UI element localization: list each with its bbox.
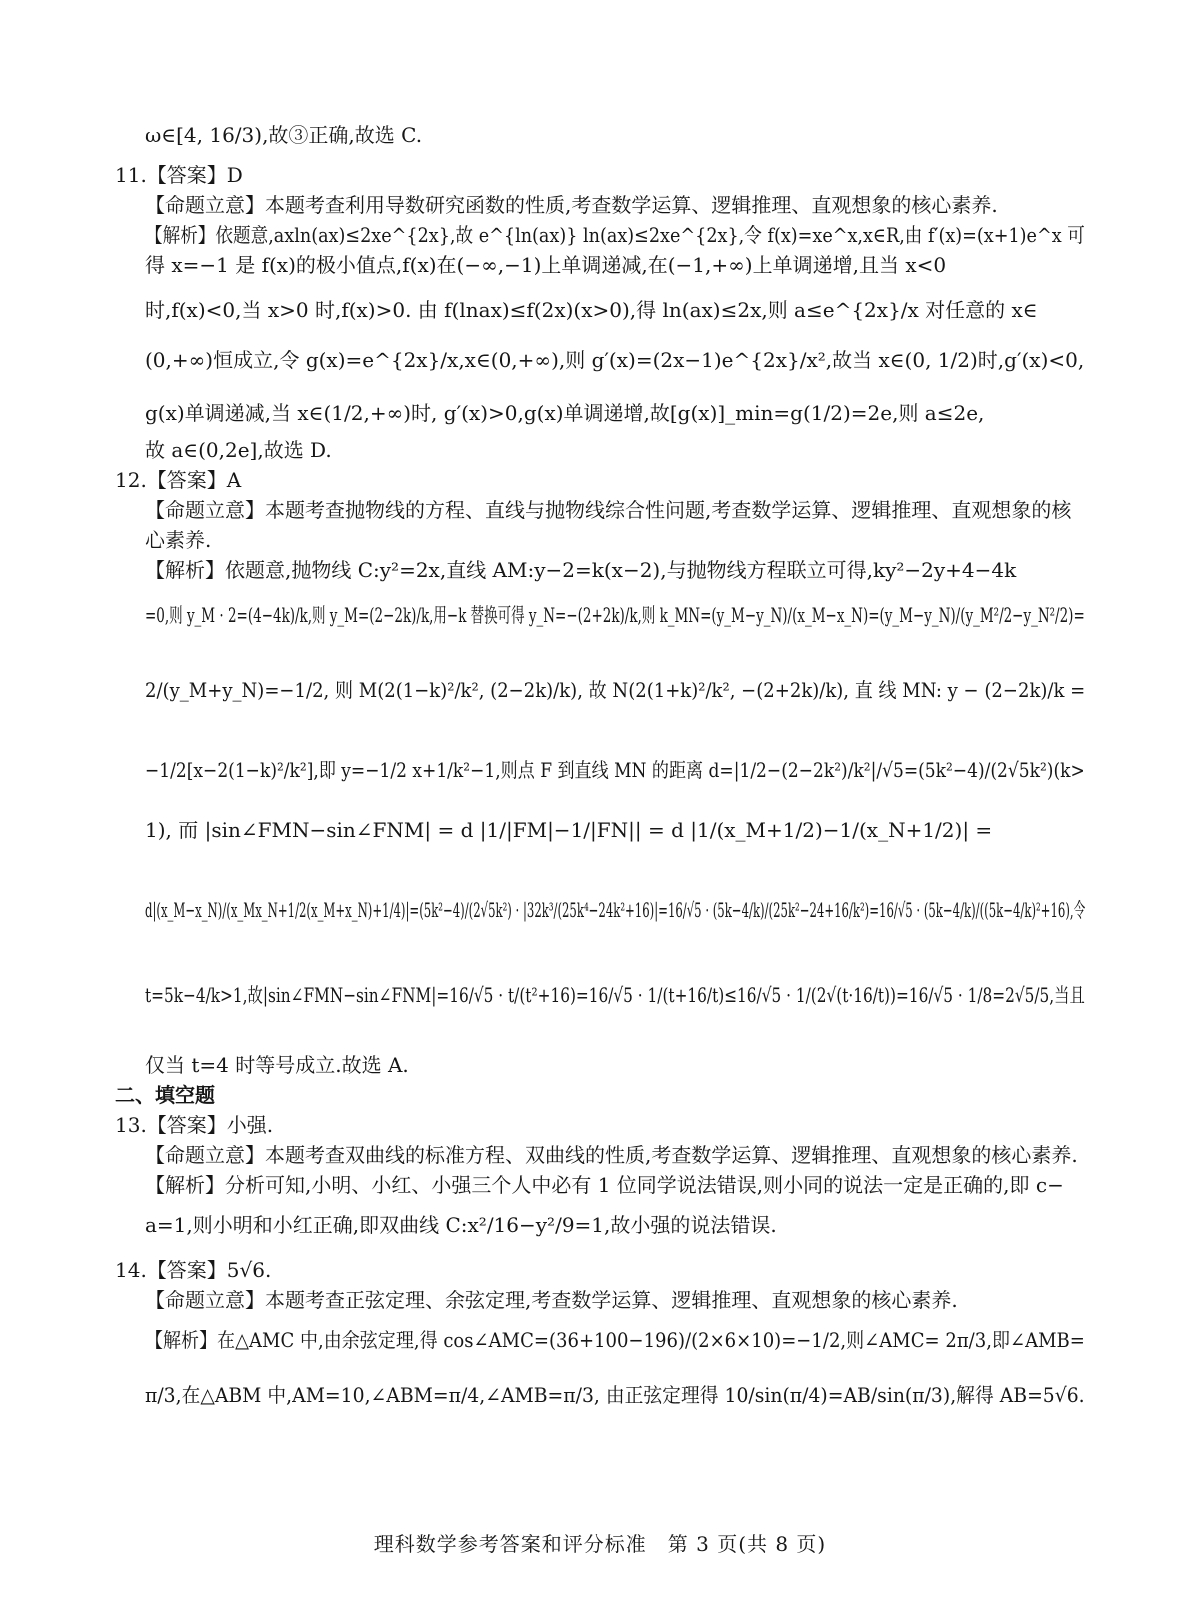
- text-line: t=5k−4/k>1,故|sin∠FMN−sin∠FNM|=16/√5 · t/(t²+16)=16/√5 · 1/(t+16/t)≤16/√5 · 1/(2√(t·16/t))=16/√5 · 1/8=2√5/5,当且: [145, 983, 1085, 1007]
- answer-heading: 13.【答案】小强.: [115, 1113, 274, 1137]
- text-line: a=1,则小明和小红正确,即双曲线 C:x²/16−y²/9=1,故小强的说法错误.: [145, 1213, 777, 1237]
- text-line: 【命题立意】本题考查双曲线的标准方程、双曲线的性质,考查数学运算、逻辑推理、直观想象的核心素养.: [145, 1143, 1078, 1167]
- text-line: =0,则 y_M · 2=(4−4k)/k,则 y_M=(2−2k)/k,用−k 替换可得 y_N=−(2+2k)/k,则 k_MN=(y_M−y_N)/(x_M−x_N)=(y_M−y_N)/(y_M²/2−y_N²/2)=: [145, 603, 1085, 627]
- text-line: 心素养.: [145, 528, 212, 552]
- text-line: 仅当 t=4 时等号成立.故选 A.: [145, 1053, 409, 1077]
- text-line: 【解析】依题意,axln(ax)≤2xe^{2x},故 e^{ln(ax)} ln(ax)≤2xe^{2x},令 f(x)=xe^x,x∈R,由 f′(x)=(x+1)e^x 可: [145, 223, 1085, 247]
- answer-heading: 12.【答案】A: [115, 468, 242, 492]
- text-line: g(x)单调递减,当 x∈(1/2,+∞)时, g′(x)>0,g(x)单调递增,故[g(x)]_min=g(1/2)=2e,则 a≤2e,: [145, 401, 985, 425]
- text-line: 故 a∈(0,2e],故选 D.: [145, 438, 332, 462]
- answer-heading: 14.【答案】5√6.: [115, 1258, 272, 1282]
- section-heading: 二、填空题: [115, 1083, 215, 1107]
- text-line: 【解析】分析可知,小明、小红、小强三个人中必有 1 位同学说法错误,则小同的说法一定是正确的,即 c−: [145, 1173, 1064, 1197]
- text-line: 2/(y_M+y_N)=−1/2, 则 M(2(1−k)²/k², (2−2k)/k), 故 N(2(1+k)²/k², −(2+2k)/k), 直 线 MN: y − (2−2k)/k =: [145, 678, 1086, 702]
- text-line: (0,+∞)恒成立,令 g(x)=e^{2x}/x,x∈(0,+∞),则 g′(x)=(2x−1)e^{2x}/x²,故当 x∈(0, 1/2)时,g′(x)<0,: [145, 348, 1085, 372]
- text-line: 【命题立意】本题考查正弦定理、余弦定理,考查数学运算、逻辑推理、直观想象的核心素养.: [145, 1288, 958, 1312]
- text-line: 【解析】在△AMC 中,由余弦定理,得 cos∠AMC=(36+100−196)/(2×6×10)=−1/2,则∠AMC= 2π/3,即∠AMB=: [145, 1328, 1085, 1352]
- page-footer: 理科数学参考答案和评分标准 第 3 页(共 8 页): [373, 1532, 827, 1556]
- text-line: ω∈[4, 16/3),故③正确,故选 C.: [145, 123, 423, 147]
- text-line: π/3,在△ABM 中,AM=10,∠ABM=π/4,∠AMB=π/3, 由正弦定理得 10/sin(π/4)=AB/sin(π/3),解得 AB=5√6.: [145, 1383, 1085, 1407]
- text-line: 【命题立意】本题考查利用导数研究函数的性质,考查数学运算、逻辑推理、直观想象的核心素养.: [145, 193, 998, 217]
- text-line: −1/2[x−2(1−k)²/k²],即 y=−1/2 x+1/k²−1,则点 F 到直线 MN 的距离 d=|1/2−(2−2k²)/k²|/√5=(5k²−4)/(2√5k²)(k>: [145, 758, 1085, 782]
- text-line: 时,f(x)<0,当 x>0 时,f(x)>0. 由 f(lnax)≤f(2x)(x>0),得 ln(ax)≤2x,则 a≤e^{2x}/x 对任意的 x∈: [145, 298, 1038, 322]
- text-line: 【命题立意】本题考查抛物线的方程、直线与抛物线综合性问题,考查数学运算、逻辑推理、直观想象的核: [145, 498, 1072, 522]
- text-line: d|(x_M−x_N)/(x_Mx_N+1/2(x_M+x_N)+1/4)|=(5k²−4)/(2√5k²) · |32k³/(25k⁴−24k²+16)|=16/√5 · (5k−4/k)/(25k²−24+16/k²)=16/√5 · (5k−4/k)/((5k−4/k)²+16),令: [145, 898, 1086, 922]
- text-line: 得 x=−1 是 f(x)的极小值点,f(x)在(−∞,−1)上单调递减,在(−1,+∞)上单调递增,且当 x<0: [145, 253, 947, 277]
- text-line: 1), 而 |sin∠FMN−sin∠FNM| = d |1/|FM|−1/|FN|| = d |1/(x_M+1/2)−1/(x_N+1/2)| =: [145, 818, 993, 842]
- text-line: 【解析】依题意,抛物线 C:y²=2x,直线 AM:y−2=k(x−2),与抛物线方程联立可得,ky²−2y+4−4k: [145, 558, 1017, 582]
- answer-heading: 11.【答案】D: [115, 163, 243, 187]
